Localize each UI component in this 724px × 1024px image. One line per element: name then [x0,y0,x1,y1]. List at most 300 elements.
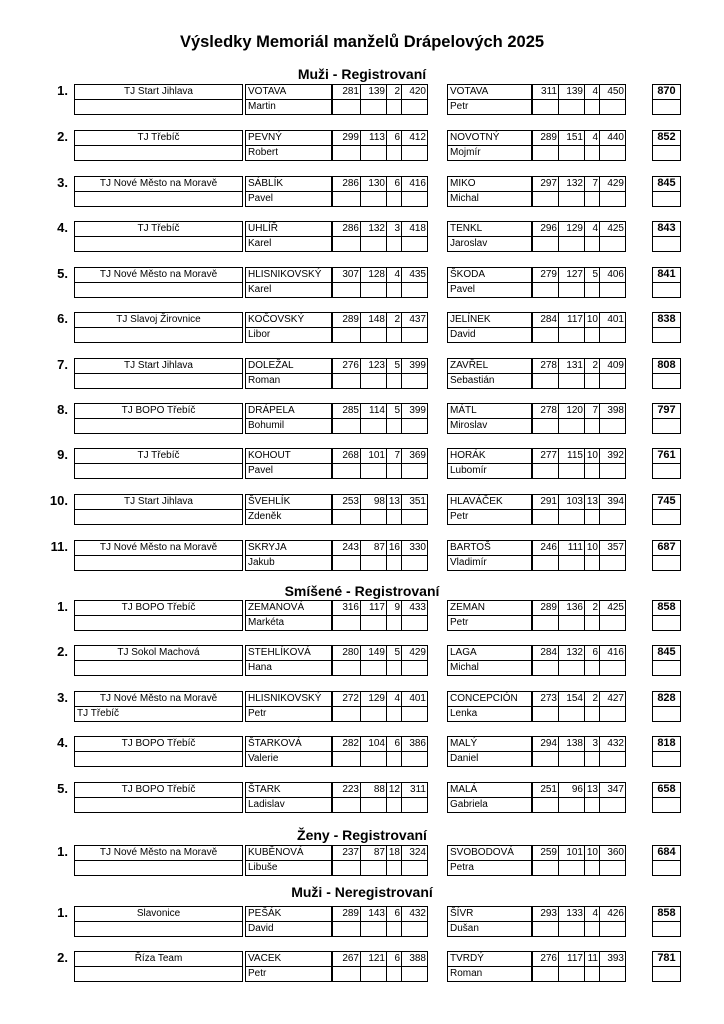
empty-cell [332,797,361,813]
player-score: 9 [386,600,402,616]
player-score: 267 [332,951,361,967]
player-score: 98 [360,494,387,510]
player-first-name: Robert [245,145,332,161]
empty-cell [360,615,387,631]
empty-cell [652,463,681,479]
empty-cell [532,706,559,722]
empty-cell [599,751,626,767]
player-score: 437 [401,312,428,328]
empty-cell [332,921,361,937]
empty-cell [332,966,361,982]
empty-cell [386,418,402,434]
player-first-name: David [447,327,532,343]
empty-cell [386,373,402,389]
empty-cell [401,145,428,161]
player-score: 294 [532,736,559,752]
team-club-cell [74,236,243,252]
player-score: 399 [401,403,428,419]
player-score: 291 [532,494,559,510]
empty-cell [332,236,361,252]
empty-cell [401,463,428,479]
player-first-name: Pavel [245,191,332,207]
player-score: 10 [584,540,600,556]
player-score: 278 [532,403,559,419]
team-club-cell: TJ BOPO Třebíč [74,403,243,419]
team-place: 2. [57,129,68,144]
empty-cell [332,555,361,571]
player-score: 432 [401,906,428,922]
empty-cell [401,327,428,343]
player-score: 139 [360,84,387,100]
player-score: 10 [584,845,600,861]
player-surname: MÁTL [447,403,532,419]
player-first-name: Martin [245,99,332,115]
player-score: 399 [401,358,428,374]
player-score: 136 [558,600,585,616]
empty-cell [558,660,585,676]
team-club-cell [74,509,243,525]
player-first-name: Roman [245,373,332,389]
player-score: 237 [332,845,361,861]
empty-cell [401,509,428,525]
empty-cell [599,145,626,161]
empty-cell [584,706,600,722]
empty-cell [332,373,361,389]
team-total: 845 [652,645,681,661]
empty-cell [401,966,428,982]
team-club-cell: TJ Nové Město na Moravě [74,267,243,283]
empty-cell [599,236,626,252]
player-surname: MALÁ [447,782,532,798]
team-club-cell: TJ Start Jihlava [74,358,243,374]
empty-cell [401,418,428,434]
team-total: 843 [652,221,681,237]
player-first-name: Sebastián [447,373,532,389]
team-club-cell: TJ Start Jihlava [74,84,243,100]
empty-cell [360,797,387,813]
player-score: 132 [558,176,585,192]
team-club-cell [74,463,243,479]
empty-cell [652,418,681,434]
player-surname: HLISNIKOVSKÝ [245,691,332,707]
empty-cell [558,555,585,571]
player-score: 6 [386,176,402,192]
empty-cell [652,706,681,722]
player-surname: HLISNIKOVSKÝ [245,267,332,283]
empty-cell [599,660,626,676]
player-score: 7 [584,176,600,192]
player-surname: JELÍNEK [447,312,532,328]
empty-cell [652,555,681,571]
empty-cell [532,797,559,813]
player-score: 131 [558,358,585,374]
player-score: 4 [584,906,600,922]
empty-cell [532,282,559,298]
empty-cell [386,706,402,722]
player-surname: HLAVÁČEK [447,494,532,510]
player-surname: PEVNÝ [245,130,332,146]
player-first-name: Bohumil [245,418,332,434]
empty-cell [584,921,600,937]
player-surname: SVOBODOVÁ [447,845,532,861]
team-club-cell: TJ Třebíč [74,130,243,146]
player-surname: ŠÍVR [447,906,532,922]
player-score: 427 [599,691,626,707]
player-score: 10 [584,448,600,464]
player-score: 13 [584,494,600,510]
player-score: 3 [584,736,600,752]
empty-cell [652,282,681,298]
player-score: 276 [332,358,361,374]
player-first-name: Daniel [447,751,532,767]
player-score: 6 [386,736,402,752]
empty-cell [558,797,585,813]
player-score: 268 [332,448,361,464]
player-score: 416 [401,176,428,192]
player-first-name: Roman [447,966,532,982]
team-place: 2. [57,644,68,659]
empty-cell [652,327,681,343]
team-total: 684 [652,845,681,861]
empty-cell [401,615,428,631]
player-score: 440 [599,130,626,146]
player-score: 154 [558,691,585,707]
team-total: 858 [652,906,681,922]
player-score: 123 [360,358,387,374]
empty-cell [532,236,559,252]
player-score: 143 [360,906,387,922]
empty-cell [584,418,600,434]
player-score: 299 [332,130,361,146]
empty-cell [332,99,361,115]
empty-cell [532,555,559,571]
player-score: 401 [401,691,428,707]
empty-cell [652,751,681,767]
player-score: 293 [532,906,559,922]
team-club-cell [74,373,243,389]
player-score: 113 [360,130,387,146]
empty-cell [652,145,681,161]
player-score: 273 [532,691,559,707]
empty-cell [386,191,402,207]
empty-cell [532,966,559,982]
team-place: 1. [57,599,68,614]
player-score: 4 [584,130,600,146]
player-score: 450 [599,84,626,100]
player-score: 18 [386,845,402,861]
empty-cell [360,327,387,343]
player-first-name: Libor [245,327,332,343]
team-club-cell: TJ Sokol Machová [74,645,243,661]
empty-cell [532,373,559,389]
empty-cell [652,860,681,876]
player-first-name: Libuše [245,860,332,876]
player-score: 117 [360,600,387,616]
player-surname: PEŠÁK [245,906,332,922]
player-surname: UHLÍŘ [245,221,332,237]
team-place: 3. [57,690,68,705]
player-score: 351 [401,494,428,510]
player-surname: CONCEPCIÓN [447,691,532,707]
empty-cell [532,509,559,525]
team-club-cell: TJ Nové Město na Moravě [74,845,243,861]
team-club-cell: TJ Nové Město na Moravě [74,176,243,192]
empty-cell [401,921,428,937]
player-score: 3 [386,221,402,237]
team-club-cell: TJ BOPO Třebíč [74,782,243,798]
team-place: 7. [57,357,68,372]
team-place: 8. [57,402,68,417]
player-score: 412 [401,130,428,146]
team-club-cell: TJ BOPO Třebíč [74,600,243,616]
player-surname: VOTAVA [245,84,332,100]
player-surname: MALÝ [447,736,532,752]
player-score: 316 [332,600,361,616]
player-score: 103 [558,494,585,510]
player-score: 139 [558,84,585,100]
player-score: 243 [332,540,361,556]
player-score: 425 [599,600,626,616]
section-title: Muži - Neregistrovaní [291,884,433,900]
player-score: 10 [584,312,600,328]
empty-cell [584,660,600,676]
team-club-cell: TJ Třebíč [74,221,243,237]
player-score: 282 [332,736,361,752]
empty-cell [599,555,626,571]
player-first-name: Petra [447,860,532,876]
empty-cell [584,282,600,298]
empty-cell [360,282,387,298]
player-score: 420 [401,84,428,100]
player-score: 6 [386,951,402,967]
page-title: Výsledky Memoriál manželů Drápelových 2025 [179,33,545,51]
player-score: 393 [599,951,626,967]
team-total: 841 [652,267,681,283]
team-club-cell [74,282,243,298]
player-first-name: Jaroslav [447,236,532,252]
player-score: 114 [360,403,387,419]
player-surname: VOTAVA [447,84,532,100]
empty-cell [652,99,681,115]
empty-cell [332,191,361,207]
empty-cell [558,463,585,479]
player-score: 16 [386,540,402,556]
empty-cell [599,706,626,722]
empty-cell [360,373,387,389]
player-score: 324 [401,845,428,861]
team-place: 9. [57,447,68,462]
player-score: 394 [599,494,626,510]
empty-cell [652,921,681,937]
section-title: Ženy - Registrovaní [297,827,427,843]
empty-cell [558,751,585,767]
player-score: 286 [332,176,361,192]
player-first-name: Petr [245,966,332,982]
team-club-cell [74,99,243,115]
team-total: 687 [652,540,681,556]
empty-cell [584,236,600,252]
player-score: 311 [401,782,428,798]
empty-cell [401,660,428,676]
empty-cell [401,555,428,571]
empty-cell [558,99,585,115]
team-club-cell: TJ Nové Město na Moravě [74,691,243,707]
empty-cell [599,418,626,434]
player-first-name: Miroslav [447,418,532,434]
empty-cell [401,706,428,722]
empty-cell [386,282,402,298]
player-score: 426 [599,906,626,922]
team-club-cell: TJ Třebíč [74,706,243,722]
player-score: 117 [558,312,585,328]
player-first-name: Zdeněk [245,509,332,525]
empty-cell [401,860,428,876]
empty-cell [332,706,361,722]
player-score: 5 [386,403,402,419]
player-score: 7 [584,403,600,419]
team-club-cell: TJ Nové Město na Moravě [74,540,243,556]
player-surname: ZAVŘEL [447,358,532,374]
empty-cell [532,191,559,207]
team-club-cell: Říza Team [74,951,243,967]
empty-cell [360,99,387,115]
player-score: 401 [599,312,626,328]
team-club-cell [74,966,243,982]
empty-cell [360,509,387,525]
empty-cell [558,236,585,252]
player-score: 357 [599,540,626,556]
team-place: 1. [57,844,68,859]
player-first-name: Gabriela [447,797,532,813]
player-score: 223 [332,782,361,798]
player-score: 330 [401,540,428,556]
team-place: 3. [57,175,68,190]
empty-cell [401,99,428,115]
empty-cell [386,236,402,252]
player-first-name: Petr [447,99,532,115]
player-score: 280 [332,645,361,661]
player-score: 87 [360,845,387,861]
player-score: 5 [584,267,600,283]
team-club-cell [74,921,243,937]
team-place: 2. [57,950,68,965]
empty-cell [401,373,428,389]
player-first-name: Vladimír [447,555,532,571]
empty-cell [558,191,585,207]
player-first-name: Dušan [447,921,532,937]
empty-cell [558,282,585,298]
player-score: 279 [532,267,559,283]
player-score: 284 [532,312,559,328]
player-surname: ZEMANOVÁ [245,600,332,616]
player-score: 120 [558,403,585,419]
empty-cell [584,99,600,115]
team-club-cell: TJ Start Jihlava [74,494,243,510]
player-score: 277 [532,448,559,464]
player-surname: MIKO [447,176,532,192]
empty-cell [584,463,600,479]
player-first-name: Michal [447,660,532,676]
empty-cell [558,706,585,722]
player-score: 286 [332,221,361,237]
team-total: 828 [652,691,681,707]
team-club-cell [74,145,243,161]
player-first-name: Petr [447,509,532,525]
empty-cell [332,463,361,479]
player-first-name: Valerie [245,751,332,767]
player-score: 2 [584,600,600,616]
player-score: 115 [558,448,585,464]
empty-cell [386,509,402,525]
team-place: 5. [57,781,68,796]
team-total: 870 [652,84,681,100]
player-score: 96 [558,782,585,798]
empty-cell [584,751,600,767]
team-club-cell: TJ BOPO Třebíč [74,736,243,752]
empty-cell [558,373,585,389]
empty-cell [360,236,387,252]
empty-cell [599,99,626,115]
empty-cell [584,797,600,813]
player-first-name: Petr [245,706,332,722]
empty-cell [360,921,387,937]
empty-cell [386,921,402,937]
empty-cell [584,966,600,982]
player-surname: ZEMAN [447,600,532,616]
player-score: 253 [332,494,361,510]
player-score: 128 [360,267,387,283]
empty-cell [532,145,559,161]
player-score: 13 [386,494,402,510]
team-club-cell [74,797,243,813]
empty-cell [401,282,428,298]
player-score: 13 [584,782,600,798]
player-score: 369 [401,448,428,464]
empty-cell [332,860,361,876]
player-score: 278 [532,358,559,374]
player-score: 272 [332,691,361,707]
player-score: 148 [360,312,387,328]
empty-cell [332,660,361,676]
section-title: Muži - Registrovaní [297,66,427,82]
player-first-name: Ladislav [245,797,332,813]
empty-cell [558,327,585,343]
empty-cell [652,509,681,525]
empty-cell [532,615,559,631]
empty-cell [584,327,600,343]
empty-cell [584,191,600,207]
player-score: 276 [532,951,559,967]
player-score: 246 [532,540,559,556]
empty-cell [332,418,361,434]
empty-cell [652,966,681,982]
team-place: 4. [57,220,68,235]
empty-cell [401,751,428,767]
empty-cell [652,615,681,631]
player-score: 132 [558,645,585,661]
empty-cell [401,191,428,207]
player-score: 121 [360,951,387,967]
team-total: 658 [652,782,681,798]
player-score: 101 [558,845,585,861]
empty-cell [584,509,600,525]
player-score: 7 [386,448,402,464]
team-place: 1. [57,905,68,920]
player-score: 2 [386,84,402,100]
player-score: 311 [532,84,559,100]
player-score: 6 [584,645,600,661]
empty-cell [599,373,626,389]
